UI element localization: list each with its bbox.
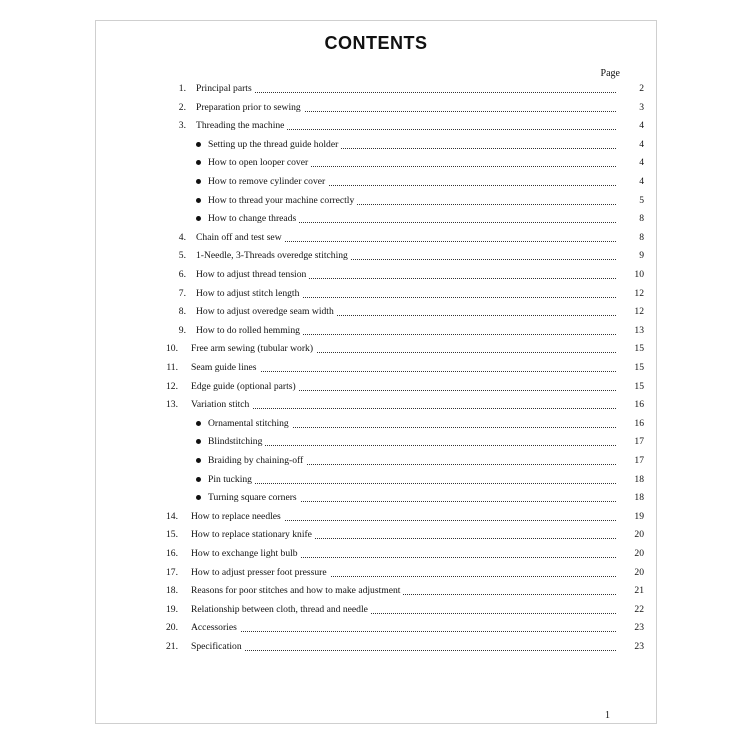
toc-entry-number: 21. [166, 641, 178, 652]
toc-entry-page: 4 [622, 138, 644, 152]
toc-entry-page: 23 [622, 640, 644, 654]
toc-subentry [96, 212, 656, 226]
toc-entry-label: Braiding by chaining-off [208, 454, 306, 468]
toc-entry-label: Blindstitching [208, 435, 265, 449]
toc-entry-number: 14. [166, 510, 178, 522]
bullet-icon [196, 458, 201, 463]
toc-entry [96, 268, 656, 282]
toc-entry-number: 15. [166, 529, 178, 541]
toc-subentry [96, 435, 656, 449]
toc-entry [96, 82, 656, 96]
toc-entry [96, 249, 656, 263]
toc-entry-label: 1-Needle, 3-Threads overedge stitching [196, 249, 351, 263]
toc-entry-page: 4 [622, 119, 644, 133]
page-title: CONTENTS [324, 33, 428, 53]
toc-entry-label: Preparation prior to sewing [196, 101, 304, 115]
toc-entry-number: 20. [166, 622, 178, 634]
toc-entry-label: How to exchange light bulb [191, 547, 301, 561]
toc-entry [96, 603, 656, 617]
toc-entry-label: How to replace stationary knife [191, 528, 315, 542]
toc-entry [96, 101, 656, 115]
toc-entry-number: 2. [178, 101, 186, 113]
toc-entry-number: 16. [166, 548, 178, 559]
toc-entry-page: 9 [622, 249, 644, 263]
toc-entry-page: 20 [622, 528, 644, 542]
toc-subentry [96, 491, 656, 505]
toc-entry [96, 528, 656, 542]
toc-entry-label: How to adjust presser foot pressure [191, 566, 330, 580]
toc-entry-page: 23 [622, 621, 644, 635]
toc-entry-label: Turning square corners [208, 491, 300, 505]
toc-subentry [96, 138, 656, 152]
toc-entry-page: 12 [622, 287, 644, 301]
toc-entry-number: 13. [166, 399, 178, 411]
toc-subentry [96, 417, 656, 431]
toc-entry [96, 547, 656, 561]
toc-entry-label: How to adjust stitch length [196, 287, 302, 301]
bullet-icon [196, 439, 201, 444]
toc-entry-label: Seam guide lines [191, 361, 260, 375]
toc-entry-label: Chain off and test sew [196, 231, 285, 245]
toc-entry-page: 5 [622, 194, 644, 208]
toc-entry-number: 10. [166, 343, 178, 355]
toc-entry-label: How to adjust overedge seam width [196, 305, 337, 319]
toc-entry-label: How to remove cylinder cover [208, 175, 328, 189]
toc-entry [96, 342, 656, 356]
toc-subentry [96, 454, 656, 468]
toc-entry-number: 17. [166, 566, 178, 578]
toc-entry [96, 119, 656, 133]
bullet-icon [196, 477, 201, 482]
toc-entry-page: 8 [622, 231, 644, 245]
toc-entry-label: Edge guide (optional parts) [191, 380, 299, 394]
dot-leader [208, 445, 616, 446]
toc-entry-number: 4. [178, 231, 186, 243]
toc-entry-label: How to thread your machine correctly [208, 194, 357, 208]
toc-entry-number: 6. [178, 269, 186, 280]
toc-entry [96, 287, 656, 301]
bullet-icon [196, 421, 201, 426]
dot-leader [191, 631, 616, 632]
toc-entry-page: 17 [622, 435, 644, 449]
page-number: 1 [605, 710, 610, 721]
toc-entry-number: 9. [178, 324, 186, 336]
bullet-icon [196, 216, 201, 221]
toc-entry-page: 16 [622, 398, 644, 412]
toc-entry-number: 1. [178, 83, 186, 94]
toc-entry [96, 640, 656, 654]
toc-entry-label: How to open looper cover [208, 156, 311, 170]
toc-entry-number: 18. [166, 585, 178, 597]
toc-entry-label: Accessories [191, 621, 240, 635]
toc-entry-page: 12 [622, 305, 644, 319]
toc-entry [96, 510, 656, 524]
toc-entry-label: Pin tucking [208, 473, 255, 487]
toc-subentry [96, 156, 656, 170]
document-page [95, 20, 657, 724]
bullet-icon [196, 198, 201, 203]
toc-entry-page: 22 [622, 603, 644, 617]
toc-entry-label: Variation stitch [191, 398, 252, 412]
toc-entry-number: 3. [178, 120, 186, 132]
toc-entry-page: 4 [622, 156, 644, 170]
toc-entry-label: Setting up the thread guide holder [208, 138, 341, 152]
toc-entry [96, 324, 656, 338]
dot-leader [208, 483, 616, 484]
toc-entry-number: 19. [166, 603, 178, 615]
toc-entry-page: 16 [622, 417, 644, 431]
toc-entry [96, 398, 656, 412]
toc-entry-number: 8. [178, 306, 186, 318]
toc-entry-label: How to do rolled hemming [196, 324, 303, 338]
toc-entry-page: 15 [622, 380, 644, 394]
toc-entry-page: 13 [622, 324, 644, 338]
toc-subentry [96, 175, 656, 189]
toc-entry-label: Ornamental stitching [208, 417, 292, 431]
toc-entry-page: 20 [622, 566, 644, 580]
toc-entry-page: 20 [622, 547, 644, 561]
toc-entry-number: 7. [178, 287, 186, 299]
toc-entry-page: 15 [622, 342, 644, 356]
toc-entry-page: 4 [622, 175, 644, 189]
toc-entry-label: How to replace needles [191, 510, 284, 524]
toc-entry-page: 21 [622, 584, 644, 598]
toc-entry-number: 5. [178, 250, 186, 262]
toc-entry-number: 11. [166, 362, 178, 373]
dot-leader [191, 650, 616, 651]
toc-entry-page: 18 [622, 491, 644, 505]
toc-entry-label: Reasons for poor stitches and how to make adjustment [191, 584, 403, 598]
toc-entry-page: 8 [622, 212, 644, 226]
toc-entry [96, 231, 656, 245]
bullet-icon [196, 160, 201, 165]
toc-entry [96, 380, 656, 394]
bullet-icon [196, 495, 201, 500]
page-column-heading: Page [600, 68, 620, 79]
toc-entry-label: Relationship between cloth, thread and needle [191, 603, 371, 617]
toc-entry-page: 10 [622, 268, 644, 282]
toc-entry-label: Principal parts [196, 82, 255, 96]
toc-entry-label: How to adjust thread tension [196, 268, 309, 282]
toc-entry-label: How to change threads [208, 212, 299, 226]
toc-entry-page: 18 [622, 473, 644, 487]
toc-entry-page: 3 [622, 101, 644, 115]
toc-entry-number: 12. [166, 380, 178, 392]
toc-entry [96, 361, 656, 375]
toc-entry [96, 584, 656, 598]
toc-entry-label: Free arm sewing (tubular work) [191, 342, 316, 356]
toc-entry-page: 19 [622, 510, 644, 524]
dot-leader [196, 92, 616, 93]
toc-entry-label: Threading the machine [196, 119, 287, 133]
dot-leader [191, 408, 616, 409]
toc-entry [96, 566, 656, 580]
toc-subentry [96, 194, 656, 208]
toc-entry [96, 305, 656, 319]
toc-entry-label: Specification [191, 640, 245, 654]
toc-entry [96, 621, 656, 635]
toc-subentry [96, 473, 656, 487]
toc-entry-page: 2 [622, 82, 644, 96]
toc-entry-page: 17 [622, 454, 644, 468]
bullet-icon [196, 179, 201, 184]
bullet-icon [196, 142, 201, 147]
toc-entry-page: 15 [622, 361, 644, 375]
